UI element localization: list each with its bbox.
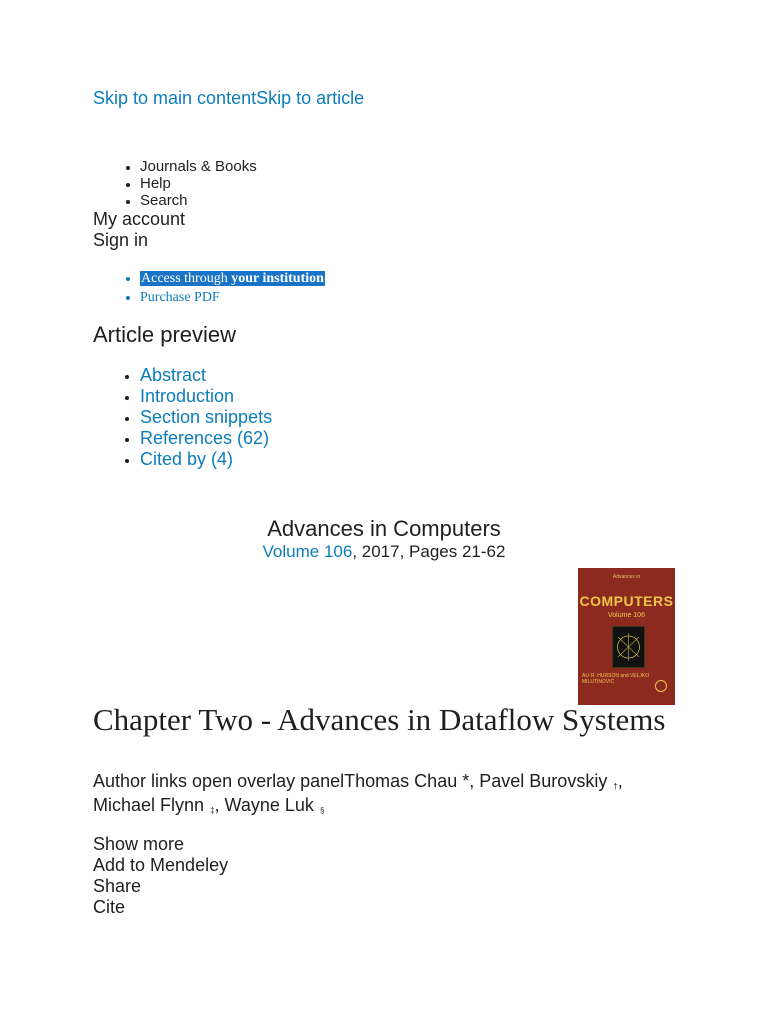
sign-in-link[interactable]: Sign in — [93, 230, 149, 250]
purchase-pdf-link[interactable]: Purchase PDF — [140, 290, 220, 305]
nav-item-journals-books[interactable]: • Journals & Books — [140, 158, 257, 175]
skip-links — [93, 87, 364, 109]
author-name: Pavel Burovskiy — [479, 771, 608, 791]
toc-item — [140, 428, 272, 449]
access-prefix: Access through — [141, 271, 232, 286]
cover-artwork-graphic — [613, 627, 644, 667]
author-links-label[interactable]: Author links open overlay panel — [93, 771, 345, 791]
author-link[interactable] — [225, 795, 325, 815]
article-preview-heading: Article preview — [93, 322, 237, 347]
author-mark: ‡ — [210, 806, 215, 815]
toc-item — [140, 449, 272, 470]
account-area — [93, 209, 185, 251]
cover-editors-text: ALI R. HURSON and VELJKO MILUTINOVIĆ — [582, 673, 650, 685]
author-name: Wayne Luk — [224, 795, 314, 815]
toc-introduction-link[interactable]: Introduction — [140, 386, 235, 406]
journal-info — [93, 516, 675, 562]
access-options — [93, 269, 325, 307]
access-institution-label: your institution — [231, 271, 324, 286]
author-group: Author links open overlay panelThomas Chau *, Pavel Burovskiy †, Michael Flynn ‡, Wayne Luk § — [93, 771, 623, 815]
author-name: Michael Flynn — [93, 795, 205, 815]
toc-item — [140, 386, 272, 407]
cover-title-text: COMPUTERS — [579, 593, 674, 609]
journal-title-link[interactable]: Advances in Computers — [267, 516, 501, 541]
article-toc — [93, 365, 272, 470]
my-account-link[interactable]: My account — [93, 209, 186, 229]
toc-cited-by-link[interactable]: Cited by (4) — [140, 449, 234, 469]
volume-link[interactable]: Volume 106 — [262, 542, 353, 561]
article-actions — [93, 834, 228, 918]
cover-series-text: Advances in — [612, 574, 641, 580]
show-more-button[interactable]: Show more — [93, 834, 185, 854]
nav-item-search[interactable]: • Search — [140, 192, 257, 209]
author-link[interactable] — [344, 771, 469, 791]
author-name: Thomas Chau — [344, 771, 458, 791]
toc-item — [140, 365, 272, 386]
cover-volume-text: Volume 106 — [608, 612, 645, 619]
share-button[interactable]: Share — [93, 876, 142, 896]
add-to-mendeley-button[interactable]: Add to Mendeley — [93, 855, 229, 875]
author-link[interactable] — [479, 771, 618, 791]
toc-references-link[interactable]: References (62) — [140, 428, 270, 448]
cite-button[interactable]: Cite — [93, 897, 126, 917]
chapter-title: Chapter Two - Advances in Dataflow Systems — [93, 702, 666, 737]
access-through-institution-button[interactable] — [140, 271, 325, 286]
publisher-logo-icon — [655, 680, 667, 692]
author-mark: § — [319, 806, 325, 815]
access-institution-item — [140, 269, 325, 288]
cover-artwork — [612, 626, 645, 668]
skip-to-main-link[interactable]: Skip to main content — [93, 88, 257, 108]
author-link[interactable] — [93, 795, 215, 815]
toc-abstract-link[interactable]: Abstract — [140, 365, 207, 385]
journal-year-pages: , 2017, Pages 21-62 — [352, 542, 506, 561]
global-nav — [93, 158, 257, 209]
toc-item — [140, 407, 272, 428]
journal-cover-image[interactable] — [578, 568, 675, 705]
nav-item-help[interactable]: • Help — [140, 175, 257, 192]
skip-to-article-link[interactable]: Skip to article — [256, 88, 365, 108]
purchase-pdf-item — [140, 288, 325, 307]
journal-meta — [93, 542, 675, 562]
toc-section-snippets-link[interactable]: Section snippets — [140, 407, 273, 427]
author-mark: * — [462, 771, 470, 791]
author-mark: † — [613, 782, 618, 791]
